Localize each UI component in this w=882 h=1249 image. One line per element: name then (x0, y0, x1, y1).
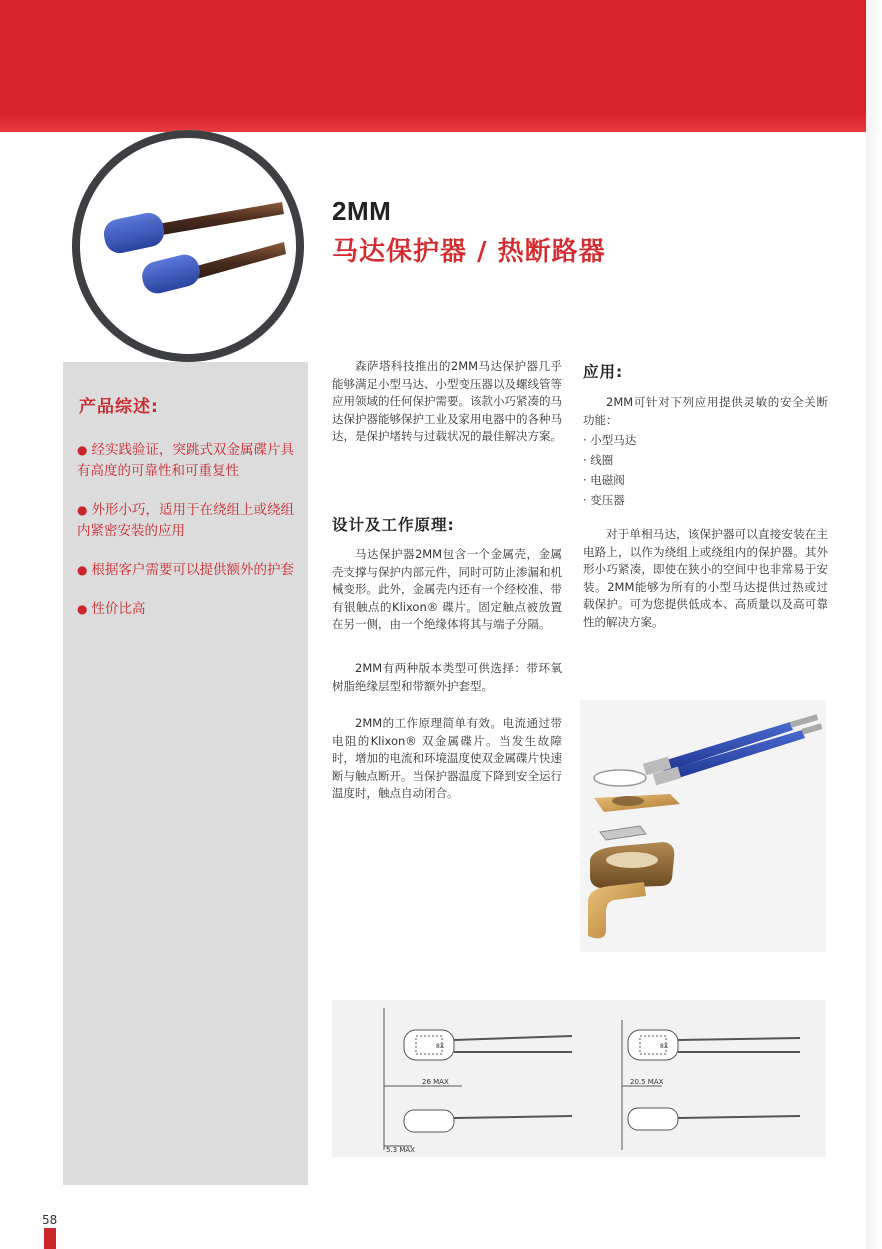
dim-label-right-length: 20.5 MAX (630, 1078, 664, 1086)
overview-item-text: 根据客户需要可以提供额外的护套 (91, 562, 294, 578)
application-item: · 变压器 (583, 493, 625, 507)
design-paragraph-2: 2MM有两种版本类型可供选择：带环氧树脂绝缘层型和带额外护套型。 (332, 661, 562, 693)
bullet-icon: ● (77, 602, 88, 616)
application-list (583, 430, 783, 510)
overview-item (77, 500, 299, 542)
application-paragraph: 对于单相马达，该保护器可以直接安装在主电路上，以作为绕组上或绕组内的保护器。其外形小巧紧凑，即使在狭小的空间中也非常易于安装。2MM能够为所有的小型马达提供过热或过载保护。可为您提供低成本、高质量以及高可靠性的解决方案。 (583, 527, 828, 629)
application-intro: 2MM可针对下列应用提供灵敏的安全关断功能： (583, 395, 828, 427)
application-item: · 电磁阀 (583, 473, 625, 487)
overview-item-text: 外形小巧，适用于在绕组上或绕组内紧密安装的应用 (77, 502, 294, 539)
header-band (0, 0, 866, 132)
product-photo (72, 130, 304, 362)
bullet-icon: ● (77, 563, 88, 577)
page-marker (44, 1228, 56, 1249)
overview-sidebar (63, 362, 308, 1185)
design-paragraph-1: 马达保护器2MM包含一个金属壳，金属壳支撑与保护内部元件，同时可防止渗漏和机械变形。此外，金属壳内还有一个经校准、带有银触点的Klixon® 碟片。固定触点被放置在另一侧，由一个绝缘体将其与端子分隔。 (332, 547, 562, 631)
page-number: 58 (42, 1213, 58, 1227)
design-paragraph-3: 2MM的工作原理简单有效。电流通过带电阻的Klixon® 双金属碟片。当发生故障时，增加的电流和环境温度使双金属碟片快速断与触点断开。当保护器温度下降到安全运行温度时，触点自动闭合。 (332, 716, 562, 800)
overview-item (77, 599, 299, 620)
part-code-left: 8X (436, 1043, 444, 1050)
application-item: · 小型马达 (583, 433, 637, 447)
design-heading: 设计及工作原理: (332, 516, 455, 534)
overview-item-text: 经实践验证，突跳式双金属碟片具有高度的可靠性和可重复性 (77, 442, 294, 479)
overview-item (77, 440, 299, 482)
dimension-drawing (332, 1000, 826, 1157)
dim-label-left-thickness: 5.3 MAX (386, 1146, 415, 1154)
exploded-view-photo (580, 700, 826, 952)
product-subtitle: 马达保护器 / 热断路器 (332, 237, 606, 267)
overview-heading: 产品综述: (79, 397, 159, 417)
intro-paragraph: 森萨塔科技推出的2MM马达保护器几乎能够满足小型马达、小型变压器以及螺线管等应用领域的任何保护需要。该款小巧紧凑的马达保护器能够保护工业及家用电器中的各种马达，是保护堵转与过载状况的最佳解决方案。 (332, 359, 562, 443)
application-item: · 线圈 (583, 453, 614, 467)
overview-list (77, 440, 299, 638)
product-title: 2MM (332, 196, 392, 226)
application-heading: 应用: (583, 363, 624, 381)
bullet-icon: ● (77, 503, 88, 517)
page-edge (866, 0, 882, 1249)
dim-label-left-length: 26 MAX (422, 1078, 449, 1086)
part-code-right: 8X (660, 1043, 668, 1050)
title-block (332, 196, 606, 268)
overview-item (77, 560, 299, 581)
bullet-icon: ● (77, 443, 88, 457)
overview-item-text: 性价比高 (91, 601, 146, 617)
